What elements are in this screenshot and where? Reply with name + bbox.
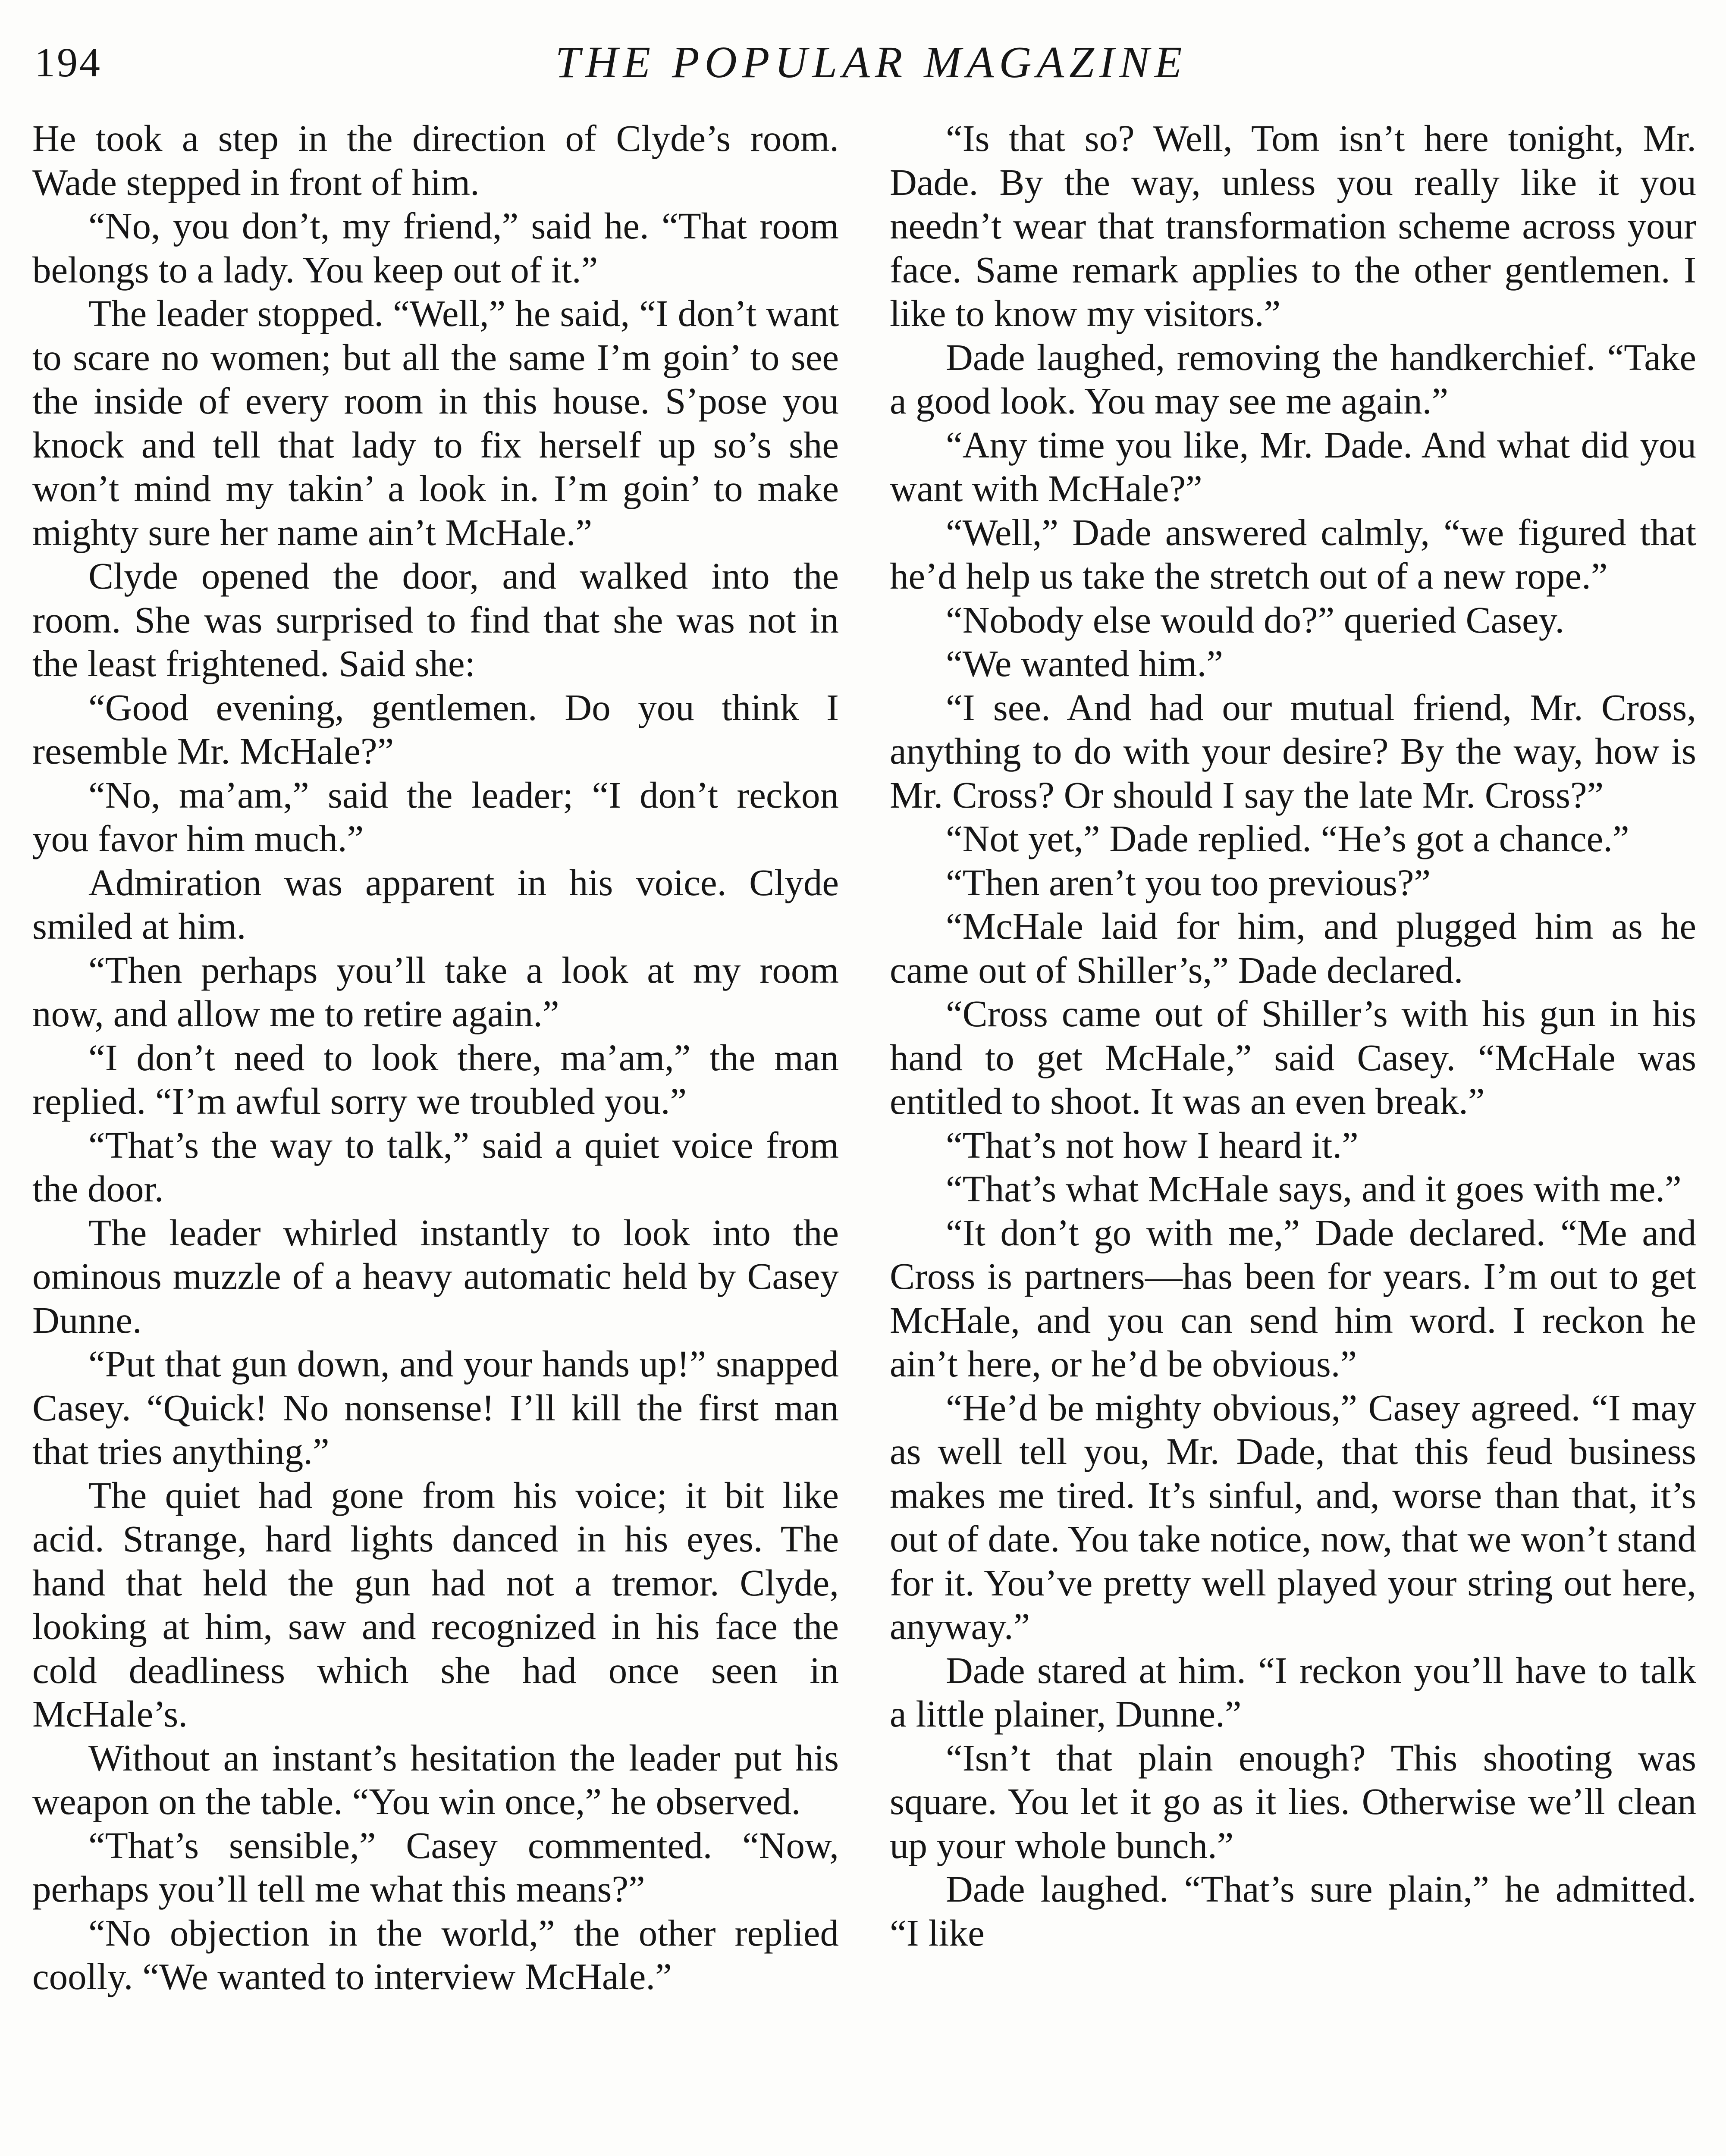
paragraph: “That’s the way to talk,” said a quiet voice from the door.	[32, 1124, 839, 1210]
paragraph: The quiet had gone from his voice; it bit like acid. Strange, hard lights danced in his eyes. The hand that held the gun had not a tremor. Clyde, looking at him, saw and recognized in his face the cold deadliness which she had once seen in McHale’s.	[32, 1474, 839, 1735]
paragraph: “That’s sensible,” Casey commented. “Now, perhaps you’ll tell me what this means?”	[32, 1824, 839, 1910]
paragraph: “Good evening, gentlemen. Do you think I resemble Mr. McHale?”	[32, 686, 839, 772]
paragraph: Dade stared at him. “I reckon you’ll have to talk a little plainer, Dunne.”	[890, 1649, 1696, 1735]
paragraph: “I see. And had our mutual friend, Mr. Cross, anything to do with your desire? By the way, how is Mr. Cross? Or should I say the late Mr. Cross?”	[890, 686, 1696, 816]
running-title: THE POPULAR MAGAZINE	[555, 38, 1187, 87]
paragraph: Without an instant’s hesitation the leader put his weapon on the table. “You win once,” he observed.	[32, 1736, 839, 1822]
right-column	[890, 116, 1696, 1955]
paragraph: “That’s not how I heard it.”	[946, 1124, 1359, 1166]
paragraph: “No objection in the world,” the other replied coolly. “We wanted to interview McHale.”	[32, 1912, 839, 1997]
paragraph: He took a step in the direction of Clyde’s room. Wade stepped in front of him.	[32, 117, 839, 203]
paragraph: “Is that so? Well, Tom isn’t here tonight, Mr. Dade. By the way, unless you really like it you needn’t wear that transformation scheme across your face. Same remark applies to the other gentlemen. I like to know my visitors.”	[890, 117, 1696, 334]
paragraph: “Put that gun down, and your hands up!” snapped Casey. “Quick! No nonsense! I’ll kill the first man that tries anything.”	[32, 1343, 839, 1472]
paragraph: Dade laughed, removing the handkerchief. “Take a good look. You may see me again.”	[890, 336, 1696, 422]
paragraph: Dade laughed. “That’s sure plain,” he admitted. “I like	[890, 1868, 1696, 1954]
paragraph: “No, ma’am,” said the leader; “I don’t reckon you favor him much.”	[32, 774, 839, 859]
left-column	[32, 116, 839, 1999]
paragraph: “No, you don’t, my friend,” said he. “That room belongs to a lady. You keep out of it.”	[32, 205, 839, 291]
paragraph: The leader whirled instantly to look into the ominous muzzle of a heavy automatic held by Casey Dunne.	[32, 1211, 839, 1341]
paragraph: Clyde opened the door, and walked into the room. She was surprised to find that she was not in the least frightened. Said she:	[32, 555, 839, 684]
paragraph: “Not yet,” Dade replied. “He’s got a chance.”	[946, 818, 1629, 859]
paragraph: “He’d be mighty obvious,” Casey agreed. “I may as well tell you, Mr. Dade, that this feud business makes me tired. It’s sinful, and, worse than that, it’s out of date. You take notice, now, that we won’t stand for it. You’ve pretty well played your string out here, anyway.”	[890, 1386, 1696, 1647]
paragraph: “Isn’t that plain enough? This shooting was square. You let it go as it lies. Otherwise we’ll clean up your whole bunch.”	[890, 1736, 1696, 1866]
paragraph: “That’s what McHale says, and it goes with me.”	[946, 1168, 1682, 1210]
paragraph: “We wanted him.”	[946, 642, 1223, 684]
page-header	[35, 30, 1708, 95]
paragraph: “Then aren’t you too previous?”	[946, 861, 1431, 903]
paragraph: “I don’t need to look there, ma’am,” the man replied. “I’m awful sorry we troubled you.”	[32, 1036, 839, 1122]
paragraph: “Then perhaps you’ll take a look at my room now, and allow me to retire again.”	[32, 949, 839, 1034]
paragraph: Admiration was apparent in his voice. Clyde smiled at him.	[32, 861, 839, 947]
paragraph: The leader stopped. “Well,” he said, “I don’t want to scare no women; but all the same I’m goin’ to see the inside of every room in this house. S’pose you knock and tell that lady to fix herself up so’s she won’t mind my takin’ a look in. I’m goin’ to make mighty sure her name ain’t McHale.”	[32, 292, 839, 553]
page-number: 194	[35, 39, 102, 85]
paragraph: “Any time you like, Mr. Dade. And what did you want with McHale?”	[890, 423, 1696, 509]
paragraph: “Cross came out of Shiller’s with his gun in his hand to get McHale,” said Casey. “McHale was entitled to shoot. It was an even break.”	[890, 993, 1696, 1122]
paragraph: “Nobody else would do?” queried Casey.	[946, 599, 1565, 641]
paragraph: “McHale laid for him, and plugged him as he came out of Shiller’s,” Dade declared.	[890, 905, 1696, 991]
paragraph: “It don’t go with me,” Dade declared. “Me and Cross is partners—has been for years. I’m out to get McHale, and you can send him word. I reckon he ain’t here, or he’d be obvious.”	[890, 1211, 1696, 1385]
paragraph: “Well,” Dade answered calmly, “we figured that he’d help us take the stretch out of a new rope.”	[890, 511, 1696, 597]
